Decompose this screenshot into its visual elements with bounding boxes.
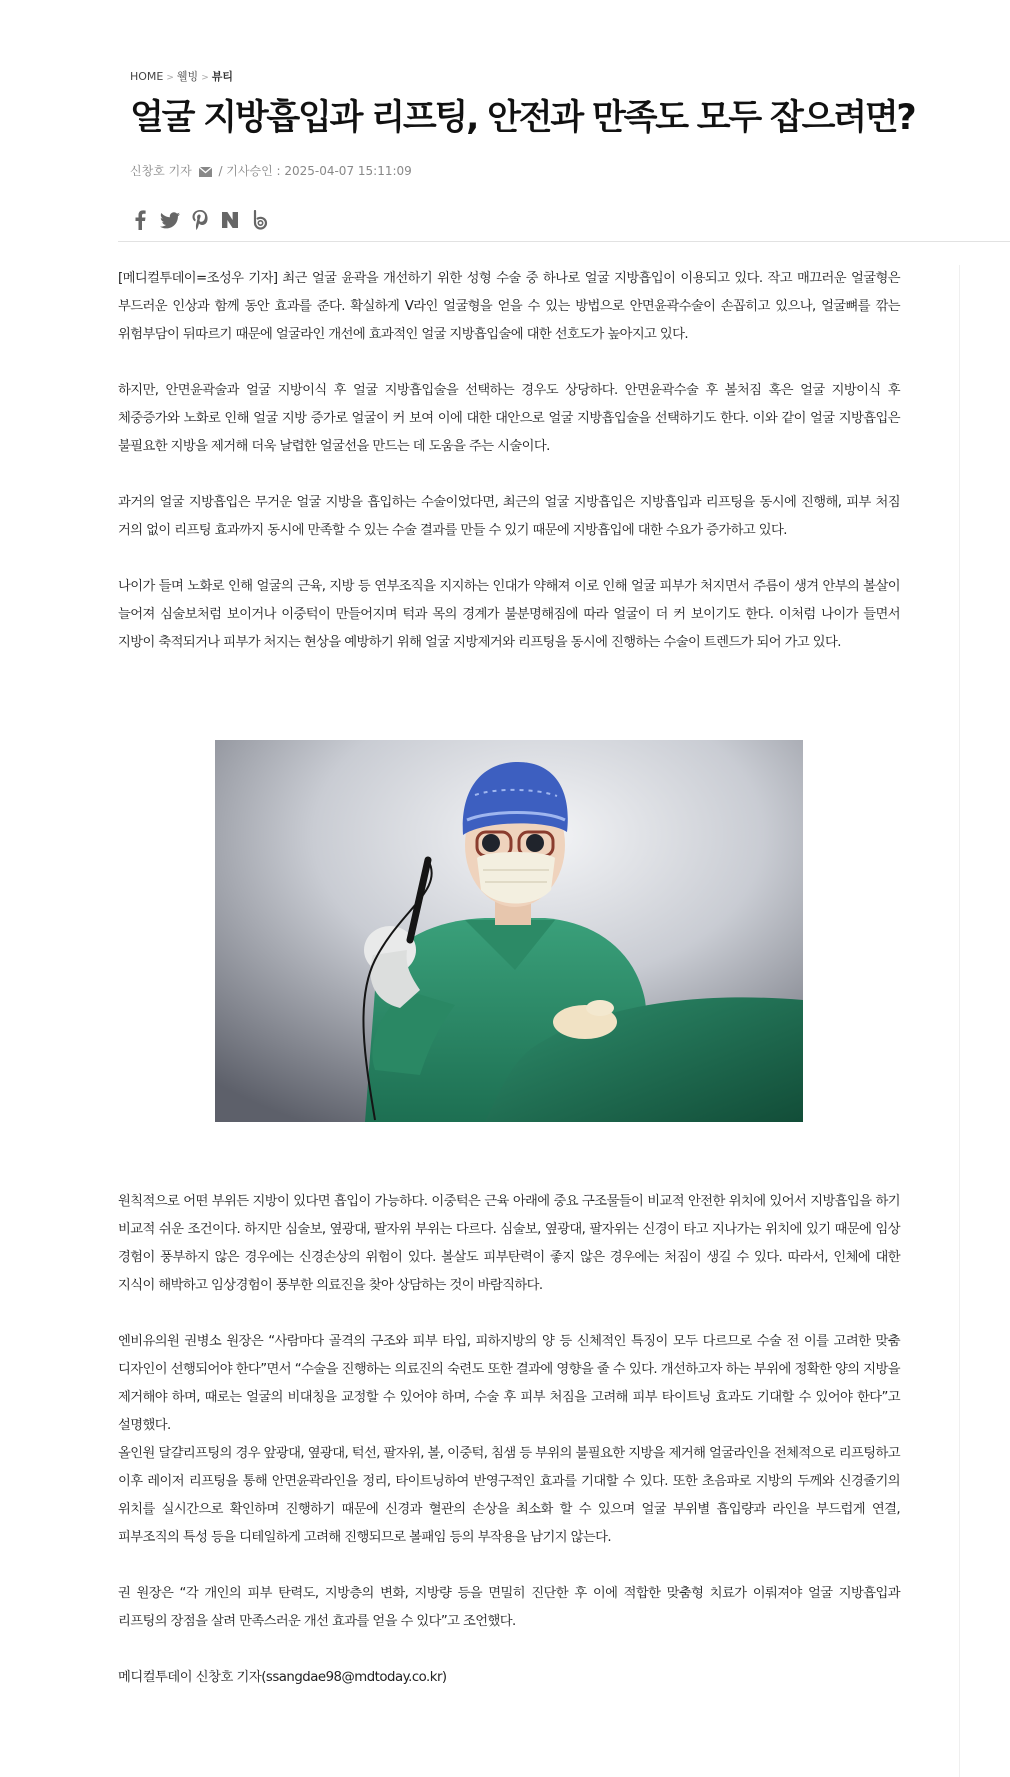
breadcrumb-home[interactable]: HOME <box>130 70 164 83</box>
article-paragraph: 과거의 얼굴 지방흡입은 무거운 얼굴 지방을 흡입하는 수술이었다면, 최근의 얼굴 지방흡입은 지방흡입과 리프팅을 동시에 진행해, 피부 처짐 거의 없이 리프팅 효과까지 동시에 만족할 수 있는 수술 결과를 만들 수 있기 때문에 지방흡입에 대한 수요가 증가하고 있다. <box>118 495 900 538</box>
breadcrumb-separator: > <box>201 73 209 83</box>
header-divider <box>118 241 1010 242</box>
breadcrumb <box>130 68 233 84</box>
breadcrumb-separator: > <box>166 73 174 83</box>
article-paragraph: 권 원장은 “각 개인의 피부 탄력도, 지방층의 변화, 지방량 등을 면밀히 진단한 후 이에 적합한 맞춤형 치료가 이뤄져야 얼굴 지방흡입과 리프팅의 장점을 살려 만족스러운 개선 효과를 얻을 수 있다”고 조언했다. <box>118 1586 900 1629</box>
breadcrumb-section[interactable]: 웰빙 <box>176 70 199 83</box>
reporter-name[interactable]: 신창호 기자 <box>130 164 192 178</box>
breadcrumb-subsection[interactable]: 뷰티 <box>211 70 233 83</box>
sidebar-rule <box>959 265 960 1777</box>
article-meta <box>130 162 412 180</box>
article-body-top <box>118 265 900 657</box>
twitter-icon[interactable] <box>160 210 180 230</box>
article-paragraph: [메디컬투데이=조성우 기자] 최근 얼굴 윤곽을 개선하기 위한 성형 수술 중 하나로 얼굴 지방흡입이 이용되고 있다. 작고 매끄러운 얼굴형은 부드러운 인상과 함께 동안 효과를 준다. 확실하게 V라인 얼굴형을 얻을 수 있는 방법으로 안면윤곽수술이 손꼽히고 있으나, 얼굴뼈를 깎는 위험부담이 뒤따르기 때문에 얼굴라인 개선에 효과적인 얼굴 지방흡입술에 대한 선호도가 높아지고 있다. <box>118 271 900 342</box>
article-paragraph: 엔비유의원 권병소 원장은 “사람마다 골격의 구조와 피부 타입, 피하지방의 양 등 신체적인 특징이 모두 다르므로 수술 전 이를 고려한 맞춤 디자인이 선행되어야 한다”면서 “수술을 진행하는 의료진의 숙련도 또한 결과에 영향을 줄 수 있다. 개선하고자 하는 부위에 정확한 양의 지방을 제거해야 하며, 때로는 얼굴의 비대칭을 교정할 수 있어야 하며, 수술 후 피부 처짐을 고려해 피부 타이트닝 효과도 기대할 수 있어야 한다”고 설명했다. <box>118 1334 900 1433</box>
article-title: 얼굴 지방흡입과 리프팅, 안전과 만족도 모두 잡으려면? <box>130 98 915 138</box>
naver-icon[interactable] <box>220 210 240 230</box>
facebook-icon[interactable] <box>130 210 150 230</box>
band-icon[interactable] <box>250 210 270 230</box>
approval-time: / 기사승인 : 2025-04-07 15:11:09 <box>218 164 412 178</box>
article-photo[interactable] <box>215 740 803 1122</box>
article-paragraph: 올인원 달걀리프팅의 경우 앞광대, 옆광대, 턱선, 팔자위, 볼, 이중턱, 침샘 등 부위의 불필요한 지방을 제거해 얼굴라인을 전체적으로 리프팅하고 이후 레이저 리프팅을 통해 안면윤곽라인을 정리, 타이트닝하여 반영구적인 효과를 기대할 수 있다. 또한 초음파로 지방의 두께와 신경줄기의 위치를 실시간으로 확인하며 진행하기 때문에 신경과 혈관의 손상을 최소화 할 수 있으며 얼굴 부위별 흡입량과 라인을 부드럽게 연결, 피부조직의 특성 등을 디테일하게 고려해 진행되므로 볼패임 등의 부작용을 남기지 않는다. <box>118 1446 900 1545</box>
pinterest-icon[interactable] <box>190 210 210 230</box>
article-byline: 메디컬투데이 신창호 기자(ssangdae98@mdtoday.co.kr) <box>118 1670 447 1685</box>
share-bar <box>130 210 270 230</box>
mail-icon[interactable] <box>199 166 212 180</box>
article-paragraph: 하지만, 안면윤곽술과 얼굴 지방이식 후 얼굴 지방흡입술을 선택하는 경우도 상당하다. 안면윤곽수술 후 볼처짐 혹은 얼굴 지방이식 후 체중증가와 노화로 인해 얼굴 지방 증가로 얼굴이 커 보여 이에 대한 대안으로 얼굴 지방흡입술을 선택하기도 한다. 이와 같이 얼굴 지방흡입은 불필요한 지방을 제거해 더욱 날렵한 얼굴선을 만드는 데 도움을 주는 시술이다. <box>118 383 900 454</box>
article-paragraph: 원칙적으로 어떤 부위든 지방이 있다면 흡입이 가능하다. 이중턱은 근육 아래에 중요 구조물들이 비교적 안전한 위치에 있어서 지방흡입을 하기 비교적 쉬운 조건이다. 하지만 심술보, 옆광대, 팔자위 부위는 다르다. 심술보, 옆광대, 팔자위는 신경이 타고 지나가는 위치에 있기 때문에 임상 경험이 풍부하지 않은 경우에는 신경손상의 위험이 있다. 볼살도 피부탄력이 좋지 않은 경우에는 처짐이 생길 수 있다. 따라서, 인체에 대한 지식이 해박하고 임상경험이 풍부한 의료진을 찾아 상담하는 것이 바람직하다. <box>118 1194 900 1293</box>
article-body-bottom <box>118 1188 900 1692</box>
article-paragraph: 나이가 들며 노화로 인해 얼굴의 근육, 지방 등 연부조직을 지지하는 인대가 약해져 이로 인해 얼굴 피부가 처지면서 주름이 생겨 안부의 볼살이 늘어져 심술보처럼 보이거나 이중턱이 만들어지며 턱과 목의 경계가 불분명해짐에 따라 얼굴이 더 커 보이기도 한다. 이처럼 나이가 들면서 지방이 축적되거나 피부가 처지는 현상을 예방하기 위해 얼굴 지방제거와 리프팅을 동시에 진행하는 수술이 트렌드가 되어 가고 있다. <box>118 579 900 650</box>
